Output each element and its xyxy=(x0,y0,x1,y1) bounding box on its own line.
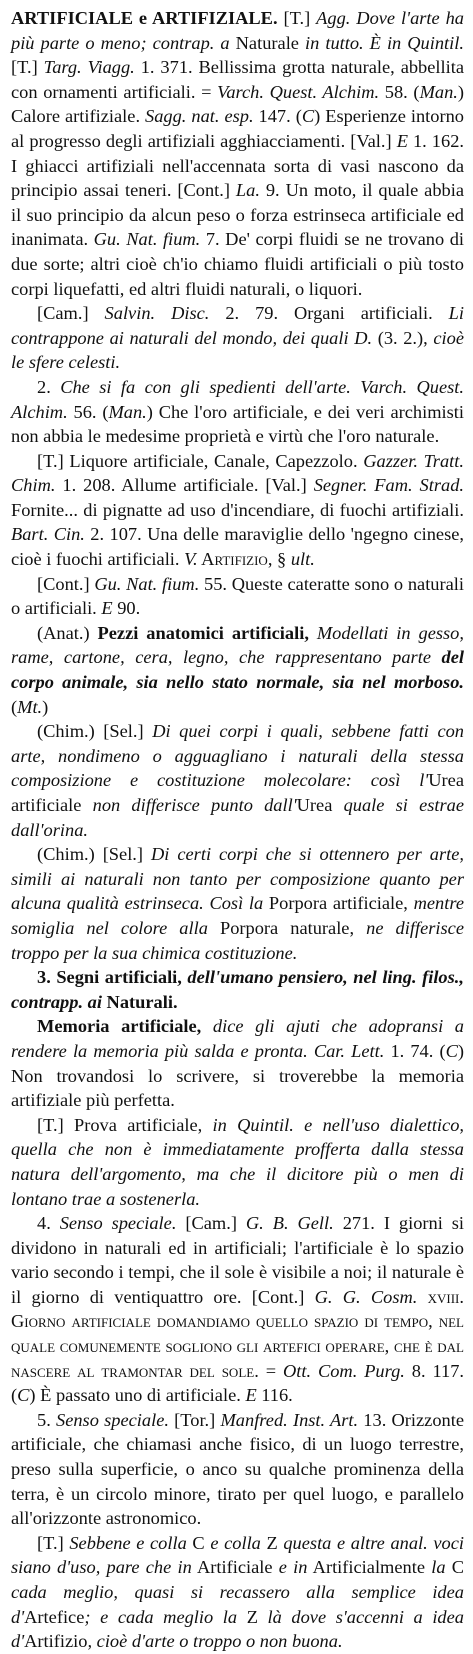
sense-3-paragraph: 3. Segni artificiali, dell'umano pensiero, nel ling. filos., contrapp. ai Naturali. xyxy=(11,967,464,1012)
entry-paragraph-cam: [Cam.] Salvin. Disc. 2. 79. Organi artificiali. Li contrappone ai naturali del mondo, dei quali D. (3. 2.), cioè le sfere celesti. xyxy=(11,303,464,373)
entry-paragraph-chim-2: (Chim.) [Sel.] Di certi corpi che si ottennero per arte, simili ai naturali non tanto per composizione quanto per alcuna qualità estrinseca. Così la Porpora artificiale, mentre somiglia nel colore alla Porpora naturale, ne differisce troppo per la sua chimica costituzione. xyxy=(11,844,464,963)
entry-paragraph-cateratte: [Cont.] Gu. Nat. fium. 55. Queste cateratte sono o naturali o artificiali. E 90. xyxy=(11,573,464,619)
entry-headword-paragraph: ARTIFICIALE e ARTIFIZIALE. [T.] Agg. Dove l'arte ha più parte o meno; contrap. a Naturale in tutto. È in Quintil. [T.] Targ. Viagg. 1. 371. Bellissima grotta naturale, abbellita con ornamenti artificiali. = Varch. Quest. Alchim. 58. (Man.) Calore artifiziale. Sagg. nat. esp. 147. (C) Esperienze intorno al progresso degli artifiziali agghiacciamenti. [Val.] E 1. 162. I ghiacci artifiziali nell'accennata sorta di vasi nascono da principio assai teneri. [Cont.] La. 9. Un moto, il quale abbia il suo principio da alcun peso o forza estrinseca artificiale ed inanimata. Gu. Nat. fium. 7. De' corpi fluidi se ne trovano di due sorte; altri cioè ch'io chiamo fluidi artificiali o più tosto corpi liquefatti, ed altri fluidi naturali, o liquori. xyxy=(11,8,465,299)
sense-4-paragraph: 4. Senso speciale. [Cam.] G. B. Gell. 271. I giorni si dividono in naturali ed in artificiali; l'artificiale è lo spazio vario secondo i tempi, che il sole è visibile a noi; il naturale è il giorno di ventiquattro ore. [Cont.] G. G. Cosm. xviii. Giorno artificiale domandiamo quello spazio di tempo, nel quale comunemente sogliono gli artefici operare, che è dal nascere al tramontar del sole. = Ott. Com. Purg. 8. 117. (C) È passato uno di artificiale. E 116. xyxy=(11,1213,465,1406)
sense-5-paragraph: 5. Senso speciale. [Tor.] Manfred. Inst. Art. 13. Orizzonte artificiale, che chiamasi anche fisico, di un luogo terrestre, preso sulla superficie, o anco su qualche prominenza della terra, è un circolo minore, tirato per quel luogo, e parallelo all'orizzonte astronomico. xyxy=(11,1409,464,1529)
entry-paragraph-memoria: Memoria artificiale, dice gli ajuti che adopransi a rendere la memoria più salda e pronta. Car. Lett. 1. 74. (C) Non trovandosi lo scrivere, si troverebbe la memoria artifiziale più perfetta. xyxy=(11,1016,464,1111)
entry-paragraph-anat: (Anat.) Pezzi anatomici artificiali, Modellati in gesso, rame, cartone, cera, legno, che rappresentano parte del corpo animale, sia nello stato normale, sia nel morboso. (Mt.) xyxy=(11,622,464,717)
entry-paragraph-note: [T.] Sebbene e colla C e colla Z questa e altre anal. voci siano d'uso, pare che in Artificiale e in Artificialmente la C cada meglio, quasi si recassero alla semplice idea d'Artefice; e cada meglio la Z là dove s'accenni a idea d'Artifizio, cioè d'arte o troppo o non buona. xyxy=(11,1532,464,1652)
sense-2-paragraph: 2. Che si fa con gli spedienti dell'arte. Varch. Quest. Alchim. 56. (Man.) Che l'oro artificiale, e dei veri archimisti non abbia le medesime proprietà e virtù che l'oro naturale. xyxy=(11,376,465,447)
entry-paragraph-prova: [T.] Prova artificiale, in Quintil. e nell'uso dialettico, quella che non è immediatamente profferta dalla stessa natura dell'argomento, ma che il dicitore più o men di lontano trae a sostenerla. xyxy=(11,1114,464,1209)
headword: ARTIFICIALE e ARTIFIZIALE. xyxy=(11,8,278,28)
entry-paragraph-chim-1: (Chim.) [Sel.] Di quei corpi i quali, sebbene fatti con arte, nondimeno o agguagliano i naturali della stessa composizione e costituzione molecolare: così l'Urea artificiale non differisce punto dall'Urea quale si estrae dall'orina. xyxy=(11,721,465,840)
entry-paragraph-liquore: [T.] Liquore artificiale, Canale, Capezzolo. Gazzer. Tratt. Chim. 1. 208. Allume artificiale. [Val.] Segner. Fam. Strad. Fornite... di pignatte ad uso d'incendiare, di fuochi artifiziali. Bart. Cin. 2. 107. Una delle maraviglie dello 'ngegno cinese, cioè i fuochi artificiali. V. Artifizio, § ult. xyxy=(11,450,465,570)
